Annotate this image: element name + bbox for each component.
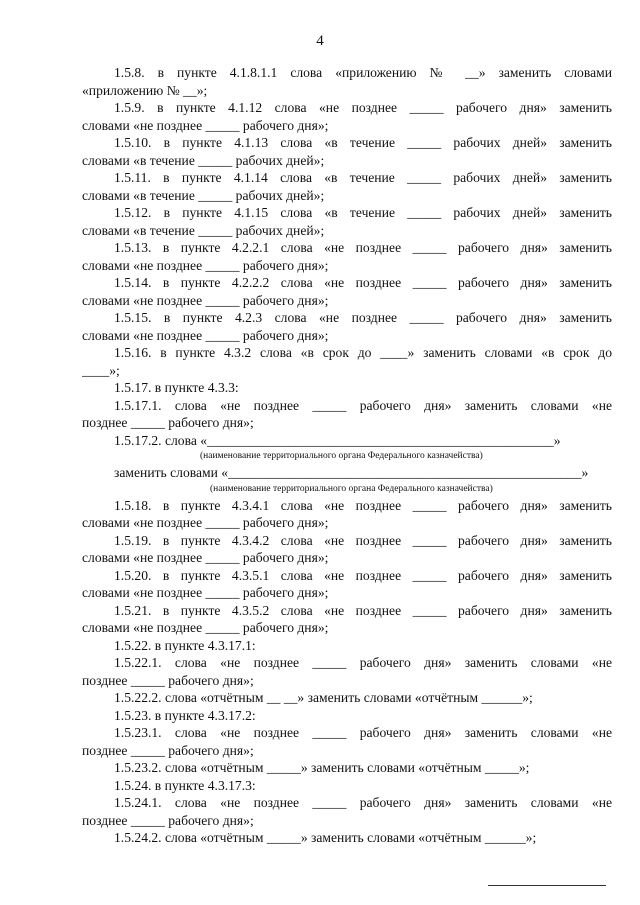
text-line: 1.5.11. в пункте 4.1.14 слова «в течение _____ рабочих дней» заменить: [114, 170, 612, 185]
text-line: словами «в течение _____ рабочих дней»;: [82, 152, 325, 168]
text-line: 1.5.19. в пункте 4.3.4.2 слова «не позднее _____ рабочего дня» заменить: [114, 532, 612, 548]
text-line: 1.5.17.1. слова «не позднее _____ рабочего дня» заменить словами «не: [114, 397, 612, 413]
text-line: позднее _____ рабочего дня»;: [82, 415, 254, 430]
text-line: 1.5.13. в пункте 4.2.2.1 слова «не позднее _____ рабочего дня» заменить: [114, 240, 612, 255]
text-line: позднее _____ рабочего дня»;: [82, 812, 254, 828]
text-line: 1.5.21. в пункте 4.3.5.2 слова «не позднее _____ рабочего дня» заменить: [114, 602, 612, 618]
text-line: словами «не позднее _____ рабочего дня»;: [82, 292, 329, 308]
footer-rule: [488, 885, 606, 886]
text-line: словами «не позднее _____ рабочего дня»;: [82, 550, 329, 565]
text-line: 1.5.24.1. слова «не позднее _____ рабочего дня» заменить словами «не: [114, 795, 612, 810]
text-line: словами «не позднее _____ рабочего дня»;: [82, 515, 329, 530]
text-line: ____»;: [82, 362, 120, 378]
text-line: 1.5.18. в пункте 4.3.4.1 слова «не позднее _____ рабочего дня» заменить: [114, 497, 612, 513]
text-line: 1.5.12. в пункте 4.1.15 слова «в течение _____ рабочих дней» заменить: [114, 205, 612, 220]
text-line: 1.5.22. в пункте 4.3.17.1:: [114, 637, 256, 653]
text-line: 1.5.23. в пункте 4.3.17.2:: [114, 707, 256, 723]
text-line: 1.5.8. в пункте 4.1.8.1.1 слова «приложению № __» заменить словами: [114, 65, 612, 80]
text-line: словами «не позднее _____ рабочего дня»;: [82, 117, 329, 133]
page-number: 4: [316, 33, 324, 49]
text-line: 1.5.15. в пункте 4.2.3 слова «не позднее _____ рабочего дня» заменить: [114, 310, 612, 325]
text-line: заменить словами «____________________________________________________»: [114, 465, 589, 480]
text-line: 1.5.24.2. слова «отчётным _____» заменить словами «отчётным ______»;: [114, 830, 537, 845]
text-line: 1.5.17. в пункте 4.3.3:: [114, 380, 239, 395]
text-line: 1.5.17.2. слова «___________________________________________________»: [114, 432, 561, 448]
text-line: 1.5.24. в пункте 4.3.17.3:: [114, 777, 256, 793]
text-line: «приложению № __»;: [82, 82, 208, 98]
text-line: словами «в течение _____ рабочих дней»;: [82, 187, 325, 203]
text-line: словами «не позднее _____ рабочего дня»;: [82, 620, 329, 635]
field-caption: (наименование территориального органа Федерального казначейства): [210, 483, 493, 494]
text-line: 1.5.23.2. слова «отчётным _____» заменить словами «отчётным _____»;: [114, 760, 530, 775]
document-body: [82, 64, 612, 847]
text-line: 1.5.14. в пункте 4.2.2.2 слова «не позднее _____ рабочего дня» заменить: [114, 275, 612, 290]
text-line: 1.5.16. в пункте 4.3.2 слова «в срок до ____» заменить словами «в срок до: [114, 345, 612, 360]
text-line: словами «не позднее _____ рабочего дня»;: [82, 585, 329, 600]
text-line: 1.5.10. в пункте 4.1.13 слова «в течение _____ рабочих дней» заменить: [114, 135, 612, 150]
field-caption: (наименование территориального органа Федерального казначейства): [200, 451, 483, 461]
text-line: 1.5.20. в пункте 4.3.5.1 слова «не позднее _____ рабочего дня» заменить: [114, 567, 612, 583]
text-line: словами «не позднее _____ рабочего дня»;: [82, 327, 329, 343]
text-line: 1.5.22.2. слова «отчётным __ __» заменить словами «отчётным ______»;: [114, 690, 533, 705]
text-line: словами «в течение _____ рабочих дней»;: [82, 222, 325, 238]
text-line: позднее _____ рабочего дня»;: [82, 672, 254, 688]
text-line: позднее _____ рабочего дня»;: [82, 742, 254, 758]
text-line: 1.5.9. в пункте 4.1.12 слова «не позднее _____ рабочего дня» заменить: [114, 100, 612, 115]
text-line: 1.5.23.1. слова «не позднее _____ рабочего дня» заменить словами «не: [114, 725, 612, 740]
text-line: словами «не позднее _____ рабочего дня»;: [82, 257, 329, 273]
text-line: 1.5.22.1. слова «не позднее _____ рабочего дня» заменить словами «не: [114, 655, 612, 670]
